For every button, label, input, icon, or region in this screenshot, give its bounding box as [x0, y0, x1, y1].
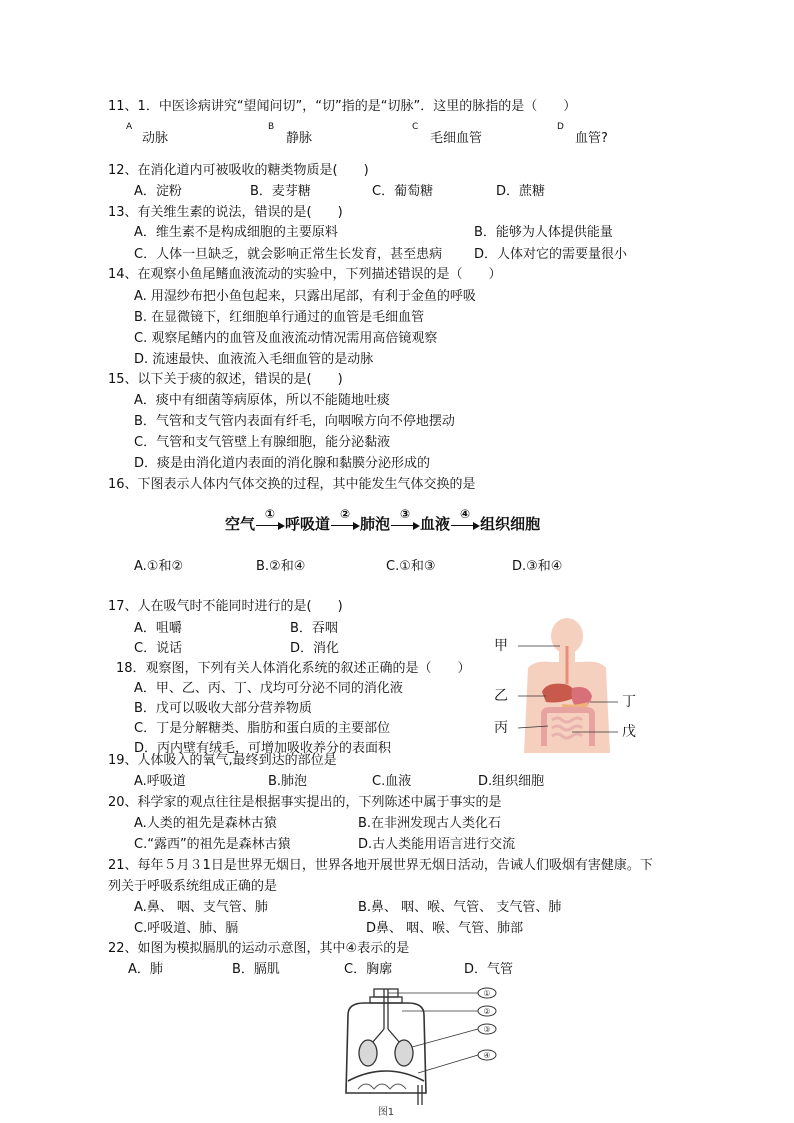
q21-option-a: A.鼻、 咽、支气管、肺 — [134, 900, 268, 915]
q14-stem: 14、在观察小鱼尾鳍血液流动的实验中，下列描述错误的是（ ） — [108, 267, 502, 282]
q19-option-c: C.血液 — [372, 774, 412, 789]
q18-option-d: D．丙内壁有绒毛，可增加吸收养分的表面积 — [134, 741, 392, 756]
q19-option-b: B.肺泡 — [268, 774, 308, 789]
figure-caption: 图1 — [377, 1107, 395, 1117]
q16-stem: 16、下图表示人体内气体交换的过程，其中能发生气体交换的是 — [108, 477, 476, 492]
q18-option-b: B．戊可以吸收大部分营养物质 — [134, 701, 312, 716]
q20-option-b: B.在非洲发现古人类化石 — [358, 816, 502, 831]
q13-option-b: B．能够为人体提供能量 — [474, 225, 613, 240]
q20-stem: 20、科学家的观点往往是根据事实提出的，下列陈述中属于事实的是 — [108, 795, 502, 810]
q17-option-a: A．咀嚼 — [134, 621, 182, 636]
q15-stem: 15、以下关于痰的叙述，错误的是( ) — [108, 372, 343, 387]
figure-label-ding: 丁 — [622, 694, 636, 710]
q14-option-a: A. 用湿纱布把小鱼包起来，只露出尾部，有利于金鱼的呼吸 — [134, 289, 476, 304]
q11-stem: 11、1．中医诊病讲究“望闻问切”，“切”指的是“切脉”．这里的脉指的是（ ） — [108, 99, 577, 114]
q13-option-d: D．人体对它的需要量很小 — [474, 247, 628, 262]
q13-option-c: C．人体一旦缺乏，就会影响正常生长发育，甚至患病 — [134, 247, 443, 262]
q21-stem-line1: 21、每年５月３1日是世界无烟日，世界各地开展世界无烟日活动，告诫人们吸烟有害健康。下 — [108, 858, 653, 873]
figure-label-bing: 丙 — [494, 720, 508, 736]
bell-jar-illustration — [318, 985, 518, 1117]
q12-option-a: A．淀粉 — [134, 184, 182, 199]
flow-node-blood: 血液 — [420, 515, 451, 533]
flow-step-2: ② — [339, 507, 351, 521]
q22-option-b: B．膈肌 — [232, 962, 280, 977]
flow-node-air: 空气 — [225, 515, 256, 533]
digestive-system-figure — [490, 618, 650, 753]
q11-option-b-letter: B — [268, 122, 275, 132]
q17-option-c: C．说话 — [134, 641, 183, 656]
q22-option-c: C．胸廓 — [344, 962, 393, 977]
q22-option-a: A．肺 — [128, 962, 163, 977]
gas-exchange-flow-diagram — [225, 508, 540, 534]
q12-option-c: C．葡萄糖 — [372, 184, 434, 199]
q21-option-d: D鼻、 咽、喉、气管、肺部 — [366, 921, 524, 936]
q11-option-d: 血管? — [575, 131, 608, 146]
jar-marker-2: ② — [483, 1007, 491, 1016]
q16-option-c: C.①和③ — [386, 559, 436, 574]
q12-option-d: D．蔗糖 — [496, 184, 546, 199]
q11-option-c: 毛细血管 — [430, 131, 483, 146]
flow-step-4: ④ — [459, 507, 471, 521]
q11-option-b: 静脉 — [286, 131, 313, 146]
q16-option-b: B.②和④ — [256, 559, 306, 574]
q12-option-b: B．麦芽糖 — [250, 184, 311, 199]
q22-stem: 22、如图为模拟膈肌的运动示意图，其中④表示的是 — [108, 941, 410, 956]
diaphragm-model-figure — [318, 985, 518, 1117]
flow-node-tissue-cells: 组织细胞 — [480, 515, 541, 533]
flow-step-1: ① — [264, 507, 276, 521]
q18-option-a: A．甲、乙、丙、丁、戊均可分泌不同的消化液 — [134, 681, 403, 696]
q20-option-c: C.“露西”的祖先是森林古猿 — [134, 837, 291, 852]
q16-option-d: D.③和④ — [512, 559, 563, 574]
q21-stem-line2: 列关于呼吸系统组成正确的是 — [108, 879, 278, 894]
q17-option-b: B．吞咽 — [290, 621, 338, 636]
q18-option-c: C．丁是分解糖类、脂肪和蛋白质的主要部位 — [134, 721, 391, 736]
q14-option-b: B. 在显微镜下，红细胞单行通过的血管是毛细血管 — [134, 310, 425, 325]
jar-marker-3: ③ — [483, 1025, 491, 1034]
flow-step-3: ③ — [399, 507, 411, 521]
q21-option-c: C.呼吸道、肺、膈 — [134, 921, 239, 936]
figure-label-wu: 戊 — [622, 724, 636, 740]
q15-option-b: B．气管和支气管内表面有纤毛，向咽喉方向不停地摆动 — [134, 414, 455, 429]
q14-option-c: C. 观察尾鳍内的血管及血液流动情况需用高倍镜观察 — [134, 331, 438, 346]
q11-option-a: 动脉 — [142, 131, 169, 146]
flow-arrow-3 — [390, 508, 420, 534]
q12-stem: 12、在消化道内可被吸收的糖类物质是( ) — [108, 163, 369, 178]
q22-option-d: D．气管 — [464, 962, 514, 977]
q15-option-c: C．气管和支气管壁上有腺细胞，能分泌黏液 — [134, 435, 391, 450]
q13-stem: 13、有关维生素的说法，错误的是( ) — [108, 205, 343, 220]
q13-option-a: A．维生素不是构成细胞的主要原料 — [134, 225, 338, 240]
q15-option-d: D．痰是由消化道内表面的消化腺和黏膜分泌形成的 — [134, 456, 431, 471]
figure-label-jia: 甲 — [494, 638, 508, 654]
q11-option-a-letter: A — [126, 122, 133, 132]
q21-option-b: B.鼻、 咽、喉、气管、 支气管、肺 — [358, 900, 562, 915]
q19-option-d: D.组织细胞 — [478, 774, 545, 789]
flow-node-alveoli: 肺泡 — [360, 515, 391, 533]
jar-marker-4: ④ — [483, 1051, 491, 1060]
q18-stem: 18．观察图，下列有关人体消化系统的叙述正确的是（ ） — [116, 661, 471, 676]
flow-node-airway: 呼吸道 — [285, 515, 331, 533]
q14-option-d: D. 流速最快、血液流入毛细血管的是动脉 — [134, 352, 374, 367]
figure-label-yi: 乙 — [494, 688, 508, 704]
q20-option-d: D.古人类能用语言进行交流 — [358, 837, 516, 852]
q11-option-d-letter: D — [557, 122, 564, 132]
q19-option-a: A.呼吸道 — [134, 774, 186, 789]
q17-stem: 17、人在吸气时不能同时进行的是( ) — [108, 599, 343, 614]
q17-option-d: D．消化 — [290, 641, 340, 656]
q15-option-a: A．痰中有细菌等病原体，所以不能随地吐痰 — [134, 393, 390, 408]
flow-arrow-2 — [330, 508, 360, 534]
q11-option-c-letter: C — [412, 122, 419, 132]
q19-stem: 19、人体吸入的氧气,最终到达的部位是 — [108, 753, 337, 768]
jar-marker-1: ① — [483, 989, 491, 998]
q16-option-a: A.①和② — [134, 559, 184, 574]
flow-arrow-4 — [450, 508, 480, 534]
q20-option-a: A.人类的祖先是森林古猿 — [134, 816, 277, 831]
flow-arrow-1 — [255, 508, 285, 534]
